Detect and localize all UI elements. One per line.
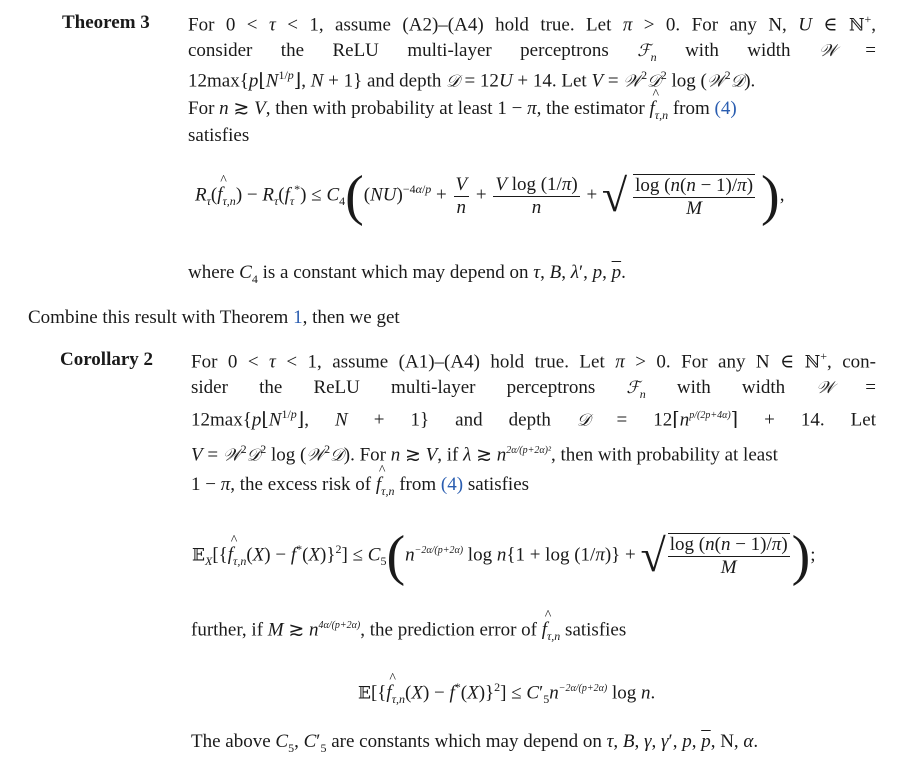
corollary-line-3: $12\max\{p⌊N^{1/p}⌋$, N + 1} and depth 𝒟 = $12⌈n^{p/(2p+4\alpha)}⌉ + 14$. Let	[191, 407, 877, 431]
theorem-ref-1[interactable]: 1	[293, 307, 303, 328]
corollary-line-1: For 0 < τ < 1, assume (A1)–(A4) hold true. Let π > 0. For any N ∈ ℕ+, con-	[191, 349, 877, 373]
equation-ref-4b[interactable]: (4)	[440, 474, 464, 495]
corollary-further: further, if M ≳ $n^{4\alpha/(p+2\alpha)}$, the prediction error of ^ $f_{\tau,n}$ satisfies	[191, 617, 626, 644]
corollary-line-5: 1 − π, the excess risk of ^ $f_{\tau,n}$ from (4) satisfies	[191, 474, 529, 499]
corollary-equation-1: 𝔼$_X$[{^ $f_{\tau,n}(X) - f^*(X)\}^2] \le C_5(n^{-2\alpha/(p+2\alpha)}$ log n{1 + log (1/π)} + √ $\frac{\log (n(n - 1)/\pi)}{M}$ );	[192, 528, 816, 584]
theorem-line-3: $12\max\{p⌊N^{1/p}⌋$, N + 1} and depth 𝒟 = 12U + 14. Let V = 𝒲$^2$𝒟$^2$ log (𝒲$^2$𝒟).	[188, 68, 756, 92]
theorem-label: Theorem 3	[62, 12, 150, 33]
corollary-line-2: sider the ReLU multi-layer perceptrons ℱ$_n$ with width 𝒲 =	[191, 377, 877, 401]
theorem-where: where $C_4$ is a constant which may depend on τ, B, λ′, p, $\overline{p}$.	[188, 262, 626, 286]
corollary-equation-2: 𝔼[{^ $f_{\tau,n}(X) - f^*(X)\}^2] \le C'_5n^{-2\alpha/(p+2\alpha)}$ log n.	[358, 680, 655, 707]
corollary-closing: The above $C_5$, $C'_5$ are constants which may depend on τ, B, γ, γ′, p, $\overline{p}$, N, α.	[191, 731, 759, 755]
equation-ref-4[interactable]: (4)	[714, 98, 737, 119]
corollary-line-4: V = 𝒲$^2$𝒟$^2$ log (𝒲$^2$𝒟). For n ≳ V, if λ ≳ $n^{2\alpha/(p+2\alpha)^2}$, then with probability at least	[191, 442, 778, 466]
theorem-line-5: satisfies	[188, 125, 250, 146]
theorem-line-2: consider the ReLU multi-layer perceptrons ℱ$_n$ with width 𝒲 =	[188, 40, 876, 64]
corollary-label: Corollary 2	[60, 349, 154, 370]
theorem-line-4: For n ≳ V, then with probability at least 1 − π, the estimator ^ $f_{\tau,n}$ from (4)	[188, 97, 737, 123]
theorem-equation: $R_\tau(\^{}$ $f_{\tau,n}) - R_\tau(f_\tau^*) \le C_4((NU)^{-4\alpha/p}$ + $\frac{V}{n}$ + $\frac{\text{V log (1/π)}}{n}$ + √ $\frac{\log (n(n - 1)/\pi)}{M}$ ),	[195, 168, 784, 224]
combine-sentence: Combine this result with Theorem 1, then we get	[28, 307, 400, 328]
theorem-line-1: For 0 < τ < 1, assume (A2)–(A4) hold true. Let π > 0. For any N, U ∈ ℕ+,	[188, 12, 877, 36]
